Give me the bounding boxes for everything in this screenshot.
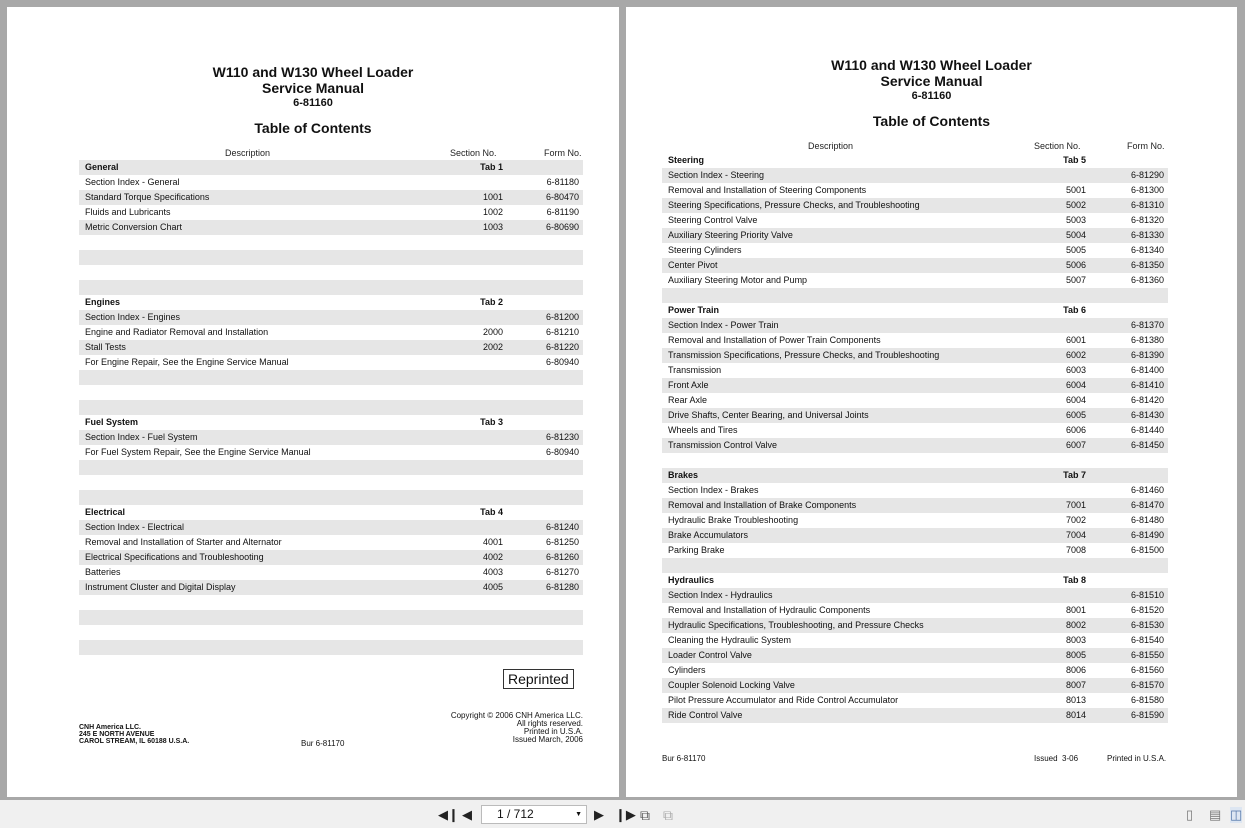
description-cell: Removal and Installation of Power Train Components	[668, 335, 881, 345]
form-cell: 6-81370	[1130, 320, 1164, 330]
section-cell: 8005	[1065, 650, 1086, 660]
table-row	[79, 220, 583, 235]
table-row	[662, 693, 1168, 708]
table-row	[662, 708, 1168, 723]
section-cell: 1002	[482, 207, 503, 217]
description-cell: Transmission Control Valve	[668, 440, 778, 450]
description-cell: Removal and Installation of Starter and Alternator	[85, 537, 282, 547]
table-row	[662, 513, 1168, 528]
table-row	[662, 543, 1168, 558]
table-row	[662, 648, 1168, 663]
description-cell: Steering Specifications, Pressure Checks, and Troubleshooting	[668, 200, 920, 210]
section-cell: Tab 4	[480, 507, 503, 517]
table-row	[79, 340, 583, 355]
blank-row	[79, 385, 583, 400]
form-cell: 6-81560	[1130, 665, 1164, 675]
description-cell: Power Train	[668, 305, 720, 315]
manual-title: W110 and W130 Wheel Loader	[831, 57, 1032, 73]
reprinted-stamp: Reprinted	[503, 669, 574, 689]
section-cell: 4001	[482, 537, 503, 547]
blank-row	[79, 640, 583, 655]
blank-row	[79, 475, 583, 490]
copyright-block	[451, 712, 583, 744]
form-cell: 6-81440	[1130, 425, 1164, 435]
section-heading-row	[662, 153, 1168, 168]
form-cell: 6-80470	[545, 192, 579, 202]
description-cell: Instrument Cluster and Digital Display	[85, 582, 236, 592]
form-cell: 6-81540	[1130, 635, 1164, 645]
continuous-view-icon[interactable]: ▤	[1209, 807, 1222, 822]
description-cell: Section Index - Power Train	[668, 320, 779, 330]
table-row	[662, 333, 1168, 348]
form-cell: 6-81410	[1130, 380, 1164, 390]
form-cell: 6-81510	[1130, 590, 1164, 600]
description-cell: Front Axle	[668, 380, 709, 390]
description-cell: Transmission	[668, 365, 722, 375]
table-row	[662, 318, 1168, 333]
description-cell: For Fuel System Repair, See the Engine Service Manual	[85, 447, 311, 457]
form-number: 6-81160	[293, 97, 333, 109]
page-number-select[interactable]	[481, 805, 587, 824]
section-cell: 7002	[1065, 515, 1086, 525]
section-cell: 5002	[1065, 200, 1086, 210]
table-row	[79, 190, 583, 205]
toc-title: Table of Contents	[254, 120, 372, 136]
table-row	[662, 618, 1168, 633]
table-row	[79, 445, 583, 460]
section-heading-row	[79, 415, 583, 430]
form-number: 6-81160	[911, 90, 952, 102]
form-cell: 6-81260	[545, 552, 579, 562]
header-description: Description	[225, 148, 271, 158]
form-cell: 6-81200	[545, 312, 579, 322]
section-cell: 5001	[1065, 185, 1086, 195]
section-cell: 5004	[1065, 230, 1086, 240]
table-row	[662, 183, 1168, 198]
table-row	[662, 528, 1168, 543]
description-cell: Hydraulic Brake Troubleshooting	[668, 515, 799, 525]
section-cell: Tab 2	[480, 297, 503, 307]
description-cell: Steering Control Valve	[668, 215, 758, 225]
two-page-view-icon[interactable]: ◫	[1230, 807, 1243, 822]
form-cell: 6-81500	[1130, 545, 1164, 555]
form-cell: 6-81580	[1130, 695, 1164, 705]
table-row	[662, 438, 1168, 453]
description-cell: Brakes	[668, 470, 699, 480]
description-cell: Transmission Specifications, Pressure Checks, and Troubleshooting	[668, 350, 940, 360]
form-cell: 6-81590	[1130, 710, 1164, 720]
form-cell: 6-81330	[1130, 230, 1164, 240]
description-cell: Hydraulic Specifications, Troubleshooting, and Pressure Checks	[668, 620, 924, 630]
form-cell: 6-81310	[1130, 200, 1164, 210]
blank-row	[79, 400, 583, 415]
form-cell: 6-81400	[1130, 365, 1164, 375]
blank-row	[79, 280, 583, 295]
section-cell: 8002	[1065, 620, 1086, 630]
table-row	[79, 205, 583, 220]
header-section: Section No.	[450, 148, 497, 158]
section-cell: 1001	[482, 192, 503, 202]
printed-in: Printed in U.S.A.	[1107, 754, 1167, 763]
section-cell: 8003	[1065, 635, 1086, 645]
section-cell: 4002	[482, 552, 503, 562]
section-cell: 2002	[482, 342, 503, 352]
table-row	[79, 175, 583, 190]
header-form: Form No.	[544, 148, 582, 158]
table-row	[79, 310, 583, 325]
form-cell: 6-81470	[1130, 500, 1164, 510]
form-cell: 6-81180	[546, 177, 579, 187]
form-cell: 6-81550	[1130, 650, 1164, 660]
form-cell: 6-81570	[1130, 680, 1164, 690]
description-cell: Rear Axle	[668, 395, 708, 405]
blank-row	[79, 610, 583, 625]
table-row	[662, 258, 1168, 273]
description-cell: Removal and Installation of Steering Components	[668, 185, 867, 195]
section-cell: 5003	[1065, 215, 1086, 225]
publisher-address	[79, 724, 189, 745]
table-row	[79, 535, 583, 550]
chevron-down-icon: ▼	[575, 811, 582, 818]
form-cell: 6-81300	[1130, 185, 1164, 195]
form-cell: 6-80940	[545, 357, 579, 367]
blank-row	[79, 490, 583, 505]
description-cell: Center Pivot	[668, 260, 718, 270]
form-cell: 6-81390	[1130, 350, 1164, 360]
left-page	[7, 7, 619, 797]
section-heading-row	[662, 573, 1168, 588]
table-row	[662, 168, 1168, 183]
table-row	[662, 678, 1168, 693]
table-row	[79, 565, 583, 580]
form-cell: 6-81340	[1130, 245, 1164, 255]
description-cell: Engine and Radiator Removal and Installation	[85, 327, 269, 337]
description-cell: Section Index - Hydraulics	[668, 590, 773, 600]
table-row	[662, 498, 1168, 513]
table-row	[662, 588, 1168, 603]
section-cell: 6005	[1065, 410, 1086, 420]
description-cell: Section Index - General	[85, 177, 180, 187]
header-section: Section No.	[1034, 141, 1081, 151]
form-cell: 6-80690	[545, 222, 579, 232]
form-cell: 6-81230	[545, 432, 579, 442]
toc-table	[662, 153, 1168, 723]
manual-title: W110 and W130 Wheel Loader	[212, 64, 414, 80]
section-cell: 8014	[1065, 710, 1086, 720]
table-row	[79, 580, 583, 595]
single-page-view-icon[interactable]: ▯	[1186, 807, 1194, 822]
table-row	[662, 603, 1168, 618]
section-cell: 6007	[1065, 440, 1086, 450]
manual-subtitle: Service Manual	[880, 73, 983, 89]
description-cell: Metric Conversion Chart	[85, 222, 183, 232]
section-cell: 4005	[482, 582, 503, 592]
section-heading-row	[662, 303, 1168, 318]
description-cell: Drive Shafts, Center Bearing, and Universal Joints	[668, 410, 869, 420]
form-cell: 6-81290	[1130, 170, 1164, 180]
section-cell: 2000	[482, 327, 503, 337]
form-cell: 6-81530	[1130, 620, 1164, 630]
blank-row	[662, 453, 1168, 468]
manual-subtitle: Service Manual	[262, 80, 364, 96]
blank-row	[79, 265, 583, 280]
section-cell: 7008	[1065, 545, 1086, 555]
form-cell: 6-81520	[1130, 605, 1164, 615]
description-cell: Pilot Pressure Accumulator and Ride Control Accumulator	[668, 695, 899, 705]
description-cell: Section Index - Steering	[668, 170, 765, 180]
form-cell: 6-81490	[1130, 530, 1164, 540]
table-row	[662, 198, 1168, 213]
form-cell: 6-81280	[545, 582, 579, 592]
address-line: 245 E NORTH AVENUE	[79, 731, 155, 738]
form-cell: 6-81190	[546, 207, 579, 217]
last-page-icon[interactable]: ❙▶	[615, 807, 636, 822]
description-cell: Section Index - Fuel System	[85, 432, 198, 442]
description-cell: Engines	[85, 297, 121, 307]
table-row	[79, 355, 583, 370]
section-cell: 5006	[1065, 260, 1086, 270]
description-cell: Auxiliary Steering Priority Valve	[668, 230, 793, 240]
table-row	[662, 213, 1168, 228]
form-cell: 6-81460	[1130, 485, 1164, 495]
description-cell: Fuel System	[85, 417, 139, 427]
form-cell: 6-81210	[545, 327, 579, 337]
description-cell: Section Index - Electrical	[85, 522, 185, 532]
section-cell: 8013	[1065, 695, 1086, 705]
table-row	[662, 243, 1168, 258]
section-heading-row	[79, 295, 583, 310]
description-cell: Batteries	[85, 567, 121, 577]
section-heading-row	[662, 468, 1168, 483]
blank-row	[79, 250, 583, 265]
blank-row	[662, 288, 1168, 303]
description-cell: Loader Control Valve	[668, 650, 752, 660]
section-cell: 4003	[482, 567, 503, 577]
description-cell: Steering	[668, 155, 705, 165]
description-cell: Parking Brake	[668, 545, 725, 555]
form-cell: 6-81360	[1130, 275, 1164, 285]
section-cell: 1003	[482, 222, 503, 232]
fit-page-icon[interactable]: ⧉	[640, 807, 650, 823]
toc-table	[79, 160, 583, 655]
description-cell: Wheels and Tires	[668, 425, 738, 435]
form-cell: 6-81380	[1130, 335, 1164, 345]
table-row	[79, 550, 583, 565]
form-cell: 6-81420	[1130, 395, 1164, 405]
section-cell: 6001	[1065, 335, 1086, 345]
bur-number: Bur 6-81170	[662, 754, 706, 763]
first-page-icon[interactable]: ◀❙	[438, 807, 459, 822]
section-heading-row	[79, 505, 583, 520]
section-cell: 6003	[1065, 365, 1086, 375]
table-row	[662, 483, 1168, 498]
table-row	[79, 430, 583, 445]
address-line: CNH America LLC.	[79, 724, 141, 731]
description-cell: Removal and Installation of Hydraulic Components	[668, 605, 871, 615]
table-row	[662, 423, 1168, 438]
description-cell: Auxiliary Steering Motor and Pump	[668, 275, 808, 285]
form-cell: 6-81270	[545, 567, 579, 577]
form-cell: 6-81320	[1130, 215, 1164, 225]
description-cell: General	[85, 162, 119, 172]
section-cell: Tab 8	[1063, 575, 1086, 585]
next-page-icon[interactable]: ▶	[594, 807, 604, 822]
section-cell: 7001	[1065, 500, 1086, 510]
fit-width-icon[interactable]: ⧉	[663, 807, 673, 823]
section-cell: 6004	[1065, 395, 1086, 405]
description-cell: Stall Tests	[85, 342, 126, 352]
copyright-line: All rights reserved.	[516, 719, 583, 728]
table-row	[662, 363, 1168, 378]
section-cell: Tab 5	[1063, 155, 1086, 165]
blank-row	[79, 460, 583, 475]
form-cell: 6-81450	[1130, 440, 1164, 450]
form-cell: 6-81220	[545, 342, 579, 352]
copyright-line: Printed in U.S.A.	[523, 727, 583, 736]
viewer-toolbar	[0, 800, 1245, 828]
table-row	[79, 520, 583, 535]
copyright-line: Copyright © 2006 CNH America LLC.	[450, 711, 583, 720]
description-cell: Standard Torque Specifications	[85, 192, 210, 202]
page-number-value: 1 / 712	[497, 807, 534, 821]
description-cell: Cleaning the Hydraulic System	[668, 635, 792, 645]
description-cell: Electrical	[85, 507, 126, 517]
form-cell: 6-81480	[1130, 515, 1164, 525]
description-cell: Cylinders	[668, 665, 706, 675]
section-cell: 7004	[1065, 530, 1086, 540]
section-cell: 8001	[1065, 605, 1086, 615]
description-cell: Brake Accumulators	[668, 530, 749, 540]
blank-row	[79, 370, 583, 385]
description-cell: Hydraulics	[668, 575, 715, 585]
table-row	[662, 633, 1168, 648]
table-row	[662, 273, 1168, 288]
description-cell: Removal and Installation of Brake Components	[668, 500, 857, 510]
table-row	[662, 228, 1168, 243]
table-row	[662, 393, 1168, 408]
description-cell: For Engine Repair, See the Engine Service Manual	[85, 357, 289, 367]
copyright-line: Issued March, 2006	[512, 735, 583, 744]
section-cell: Tab 1	[480, 162, 503, 172]
issued-date: Issued 3-06	[1034, 754, 1079, 763]
section-cell: 8007	[1065, 680, 1086, 690]
section-cell: 6004	[1065, 380, 1086, 390]
description-cell: Fluids and Lubricants	[85, 207, 171, 217]
form-cell: 6-81250	[545, 537, 579, 547]
table-row	[662, 663, 1168, 678]
section-cell: Tab 7	[1063, 470, 1086, 480]
section-cell: Tab 6	[1063, 305, 1086, 315]
table-row	[79, 325, 583, 340]
section-cell: 8006	[1065, 665, 1086, 675]
section-cell: 5005	[1065, 245, 1086, 255]
description-cell: Electrical Specifications and Troubleshooting	[85, 552, 264, 562]
header-form: Form No.	[1127, 141, 1165, 151]
description-cell: Steering Cylinders	[668, 245, 742, 255]
prev-page-icon[interactable]: ◀	[462, 807, 472, 822]
table-row	[662, 348, 1168, 363]
table-row	[662, 378, 1168, 393]
blank-row	[662, 558, 1168, 573]
description-cell: Ride Control Valve	[668, 710, 743, 720]
table-row	[662, 408, 1168, 423]
description-cell: Section Index - Engines	[85, 312, 181, 322]
section-cell: 6006	[1065, 425, 1086, 435]
form-cell: 6-81350	[1130, 260, 1164, 270]
description-cell: Coupler Solenoid Locking Valve	[668, 680, 795, 690]
form-cell: 6-80940	[545, 447, 579, 457]
blank-row	[79, 235, 583, 250]
right-page	[626, 7, 1237, 797]
section-cell: Tab 3	[480, 417, 503, 427]
description-cell: Section Index - Brakes	[668, 485, 759, 495]
header-description: Description	[808, 141, 854, 151]
form-cell: 6-81430	[1130, 410, 1164, 420]
blank-row	[79, 595, 583, 610]
section-cell: 6002	[1065, 350, 1086, 360]
address-line: CAROL STREAM, IL 60188 U.S.A.	[79, 738, 190, 745]
toc-title: Table of Contents	[872, 113, 991, 129]
blank-row	[79, 625, 583, 640]
bur-number: Bur 6-81170	[301, 739, 345, 748]
section-heading-row	[79, 160, 583, 175]
form-cell: 6-81240	[545, 522, 579, 532]
section-cell: 5007	[1065, 275, 1086, 285]
